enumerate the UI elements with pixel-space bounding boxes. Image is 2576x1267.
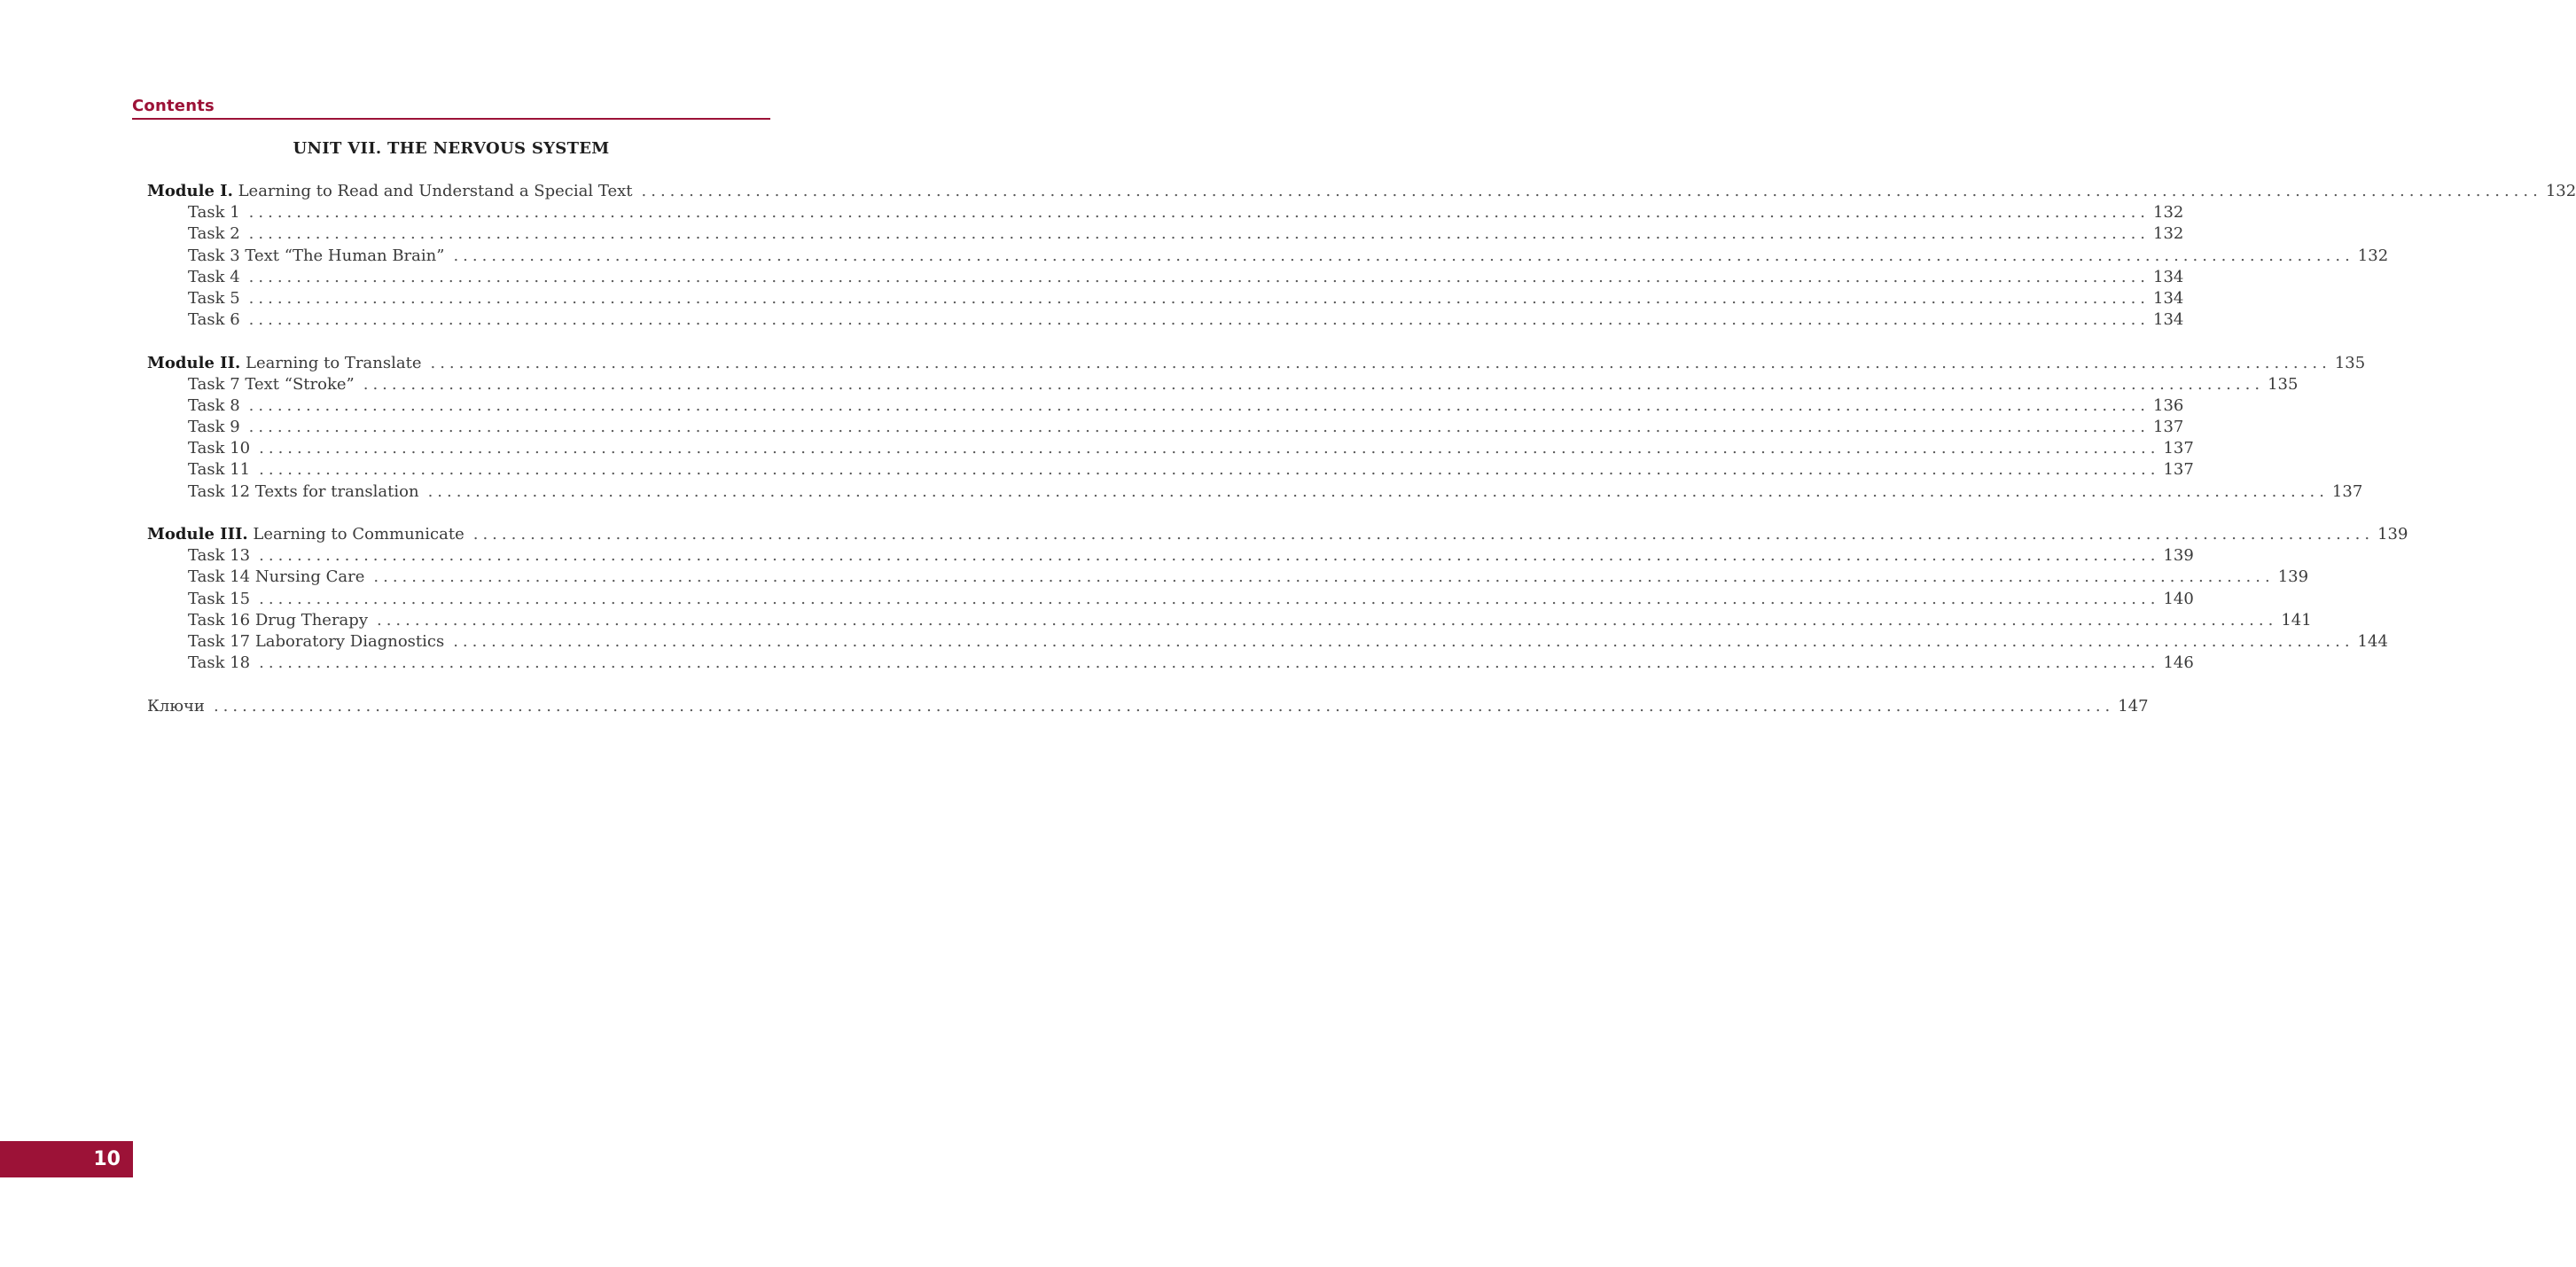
- module-number: Module I.: [147, 182, 233, 200]
- page-number: 134: [2153, 310, 2184, 330]
- table-of-contents: [147, 181, 2576, 717]
- page-number: 132: [2153, 224, 2184, 244]
- toc-entry-label: Task 5: [188, 288, 240, 308]
- toc-task-entry[interactable]: [147, 459, 2194, 481]
- section-gap: [147, 503, 770, 524]
- dot-leader: ........................................................................................................................................................................................................: [472, 525, 2375, 544]
- toc-task-entry[interactable]: [147, 417, 2184, 438]
- toc-task-entry[interactable]: [147, 481, 2363, 503]
- dot-leader: ........................................................................................................................................................................................................: [248, 310, 2151, 330]
- section-gap: [147, 331, 770, 352]
- toc-task-entry[interactable]: [147, 309, 2184, 331]
- toc-entry-label: Task 7 Text “Stroke”: [188, 374, 355, 394]
- page-number: 140: [2163, 589, 2194, 608]
- toc-entry-label: Task 6: [188, 310, 240, 330]
- dot-leader: ........................................................................................................................................................................................................: [248, 267, 2151, 286]
- toc-task-entry[interactable]: [147, 610, 2312, 631]
- dot-leader: ........................................................................................................................................................................................................: [248, 395, 2151, 415]
- page-number: 132: [2153, 203, 2184, 223]
- toc-task-entry[interactable]: [147, 567, 2309, 588]
- section-gap: [147, 674, 770, 695]
- toc-task-entry[interactable]: [147, 438, 2194, 459]
- module-number: Module II.: [147, 353, 241, 372]
- toc-entry-label: Task 11: [188, 460, 251, 480]
- toc-entry-label: Task 13: [188, 546, 251, 566]
- toc-entry-label: Task 15: [188, 589, 251, 608]
- toc-entry-label: Task 3 Text “The Human Brain”: [188, 246, 445, 265]
- page-number: 147: [2118, 696, 2149, 716]
- toc-task-entry[interactable]: [147, 589, 2194, 610]
- page-number: 144: [2357, 631, 2388, 651]
- toc-module-entry[interactable]: [147, 524, 2408, 545]
- dot-leader: ........................................................................................................................................................................................................: [248, 224, 2151, 244]
- section-title: Contents: [132, 97, 215, 115]
- toc-entry-label: [147, 353, 421, 374]
- toc-task-entry[interactable]: [147, 202, 2184, 223]
- page-number: 139: [2163, 546, 2194, 566]
- page-number: 135: [2268, 374, 2299, 394]
- page-number: 134: [2153, 267, 2184, 286]
- header-divider: [132, 118, 770, 120]
- module-title: Learning to Translate: [246, 353, 422, 372]
- page-number: 137: [2163, 460, 2194, 480]
- toc-task-entry[interactable]: [147, 653, 2194, 674]
- toc-entry-label: Task 10: [188, 439, 251, 458]
- toc-task-entry[interactable]: [147, 223, 2184, 245]
- page-number: 139: [2277, 567, 2309, 587]
- toc-task-entry[interactable]: [147, 395, 2184, 417]
- toc-entry-label: Task 12 Texts for translation: [188, 481, 419, 501]
- toc-entry-label: [147, 524, 464, 545]
- dot-leader: ........................................................................................................................................................................................................: [453, 246, 2354, 265]
- toc-entry-label: Task 4: [188, 267, 240, 286]
- dot-leader: ........................................................................................................................................................................................................: [453, 631, 2354, 651]
- folio-number: 10: [93, 1148, 121, 1170]
- toc-module-entry[interactable]: [147, 181, 2576, 202]
- page-number: 137: [2331, 481, 2363, 501]
- toc-entry-label: Task 17 Laboratory Diagnostics: [188, 631, 445, 651]
- toc-task-entry[interactable]: [147, 267, 2184, 288]
- dot-leader: ........................................................................................................................................................................................................: [248, 418, 2151, 437]
- toc-entry-label: Task 8: [188, 395, 240, 415]
- toc-entry-label: Task 14 Nursing Care: [188, 567, 365, 587]
- toc-task-entry[interactable]: [147, 631, 2388, 653]
- toc-keys-entry[interactable]: [147, 696, 2149, 717]
- toc-entry-label: Task 16 Drug Therapy: [188, 610, 368, 630]
- dot-leader: ........................................................................................................................................................................................................: [373, 567, 2275, 587]
- dot-leader: ........................................................................................................................................................................................................: [259, 546, 2160, 566]
- module-title: Learning to Read and Understand a Special Text: [238, 182, 633, 200]
- page-number: 135: [2334, 353, 2366, 372]
- dot-leader: ........................................................................................................................................................................................................: [259, 460, 2160, 480]
- page-number: 136: [2153, 395, 2184, 415]
- page-number: 139: [2377, 525, 2408, 544]
- dot-leader: ........................................................................................................................................................................................................: [259, 589, 2160, 608]
- page-number: 146: [2163, 653, 2194, 673]
- dot-leader: ........................................................................................................................................................................................................: [213, 696, 2115, 716]
- toc-task-entry[interactable]: [147, 246, 2389, 267]
- unit-title: UNIT VII. THE NERVOUS SYSTEM: [293, 139, 610, 158]
- dot-leader: ........................................................................................................................................................................................................: [641, 182, 2542, 200]
- toc-task-entry[interactable]: [147, 288, 2184, 309]
- dot-leader: ........................................................................................................................................................................................................: [430, 353, 2331, 372]
- page-number: 141: [2281, 610, 2312, 630]
- toc-module-entry[interactable]: [147, 353, 2366, 374]
- page-number: 132: [2545, 182, 2576, 200]
- page-number: 137: [2153, 418, 2184, 437]
- page-number: 132: [2357, 246, 2389, 265]
- toc-entry-label: [147, 181, 633, 202]
- dot-leader: ........................................................................................................................................................................................................: [248, 288, 2151, 308]
- dot-leader: ........................................................................................................................................................................................................: [376, 610, 2278, 630]
- page-number-tab: [0, 1141, 133, 1177]
- toc-entry-label: Task 2: [188, 224, 240, 244]
- toc-entry-label: Task 9: [188, 418, 240, 437]
- page-number: 137: [2163, 439, 2194, 458]
- toc-entry-label: Task 1: [188, 203, 240, 223]
- module-number: Module III.: [147, 525, 248, 544]
- page-number: 134: [2153, 288, 2184, 308]
- dot-leader: ........................................................................................................................................................................................................: [427, 481, 2329, 501]
- dot-leader: ........................................................................................................................................................................................................: [248, 203, 2151, 223]
- module-title: Learning to Communicate: [253, 525, 464, 544]
- dot-leader: ........................................................................................................................................................................................................: [259, 653, 2160, 673]
- dot-leader: ........................................................................................................................................................................................................: [363, 374, 2265, 394]
- toc-task-entry[interactable]: [147, 374, 2299, 395]
- toc-entry-label: Ключи: [147, 696, 205, 716]
- dot-leader: ........................................................................................................................................................................................................: [259, 439, 2160, 458]
- toc-entry-label: Task 18: [188, 653, 251, 673]
- toc-task-entry[interactable]: [147, 545, 2194, 567]
